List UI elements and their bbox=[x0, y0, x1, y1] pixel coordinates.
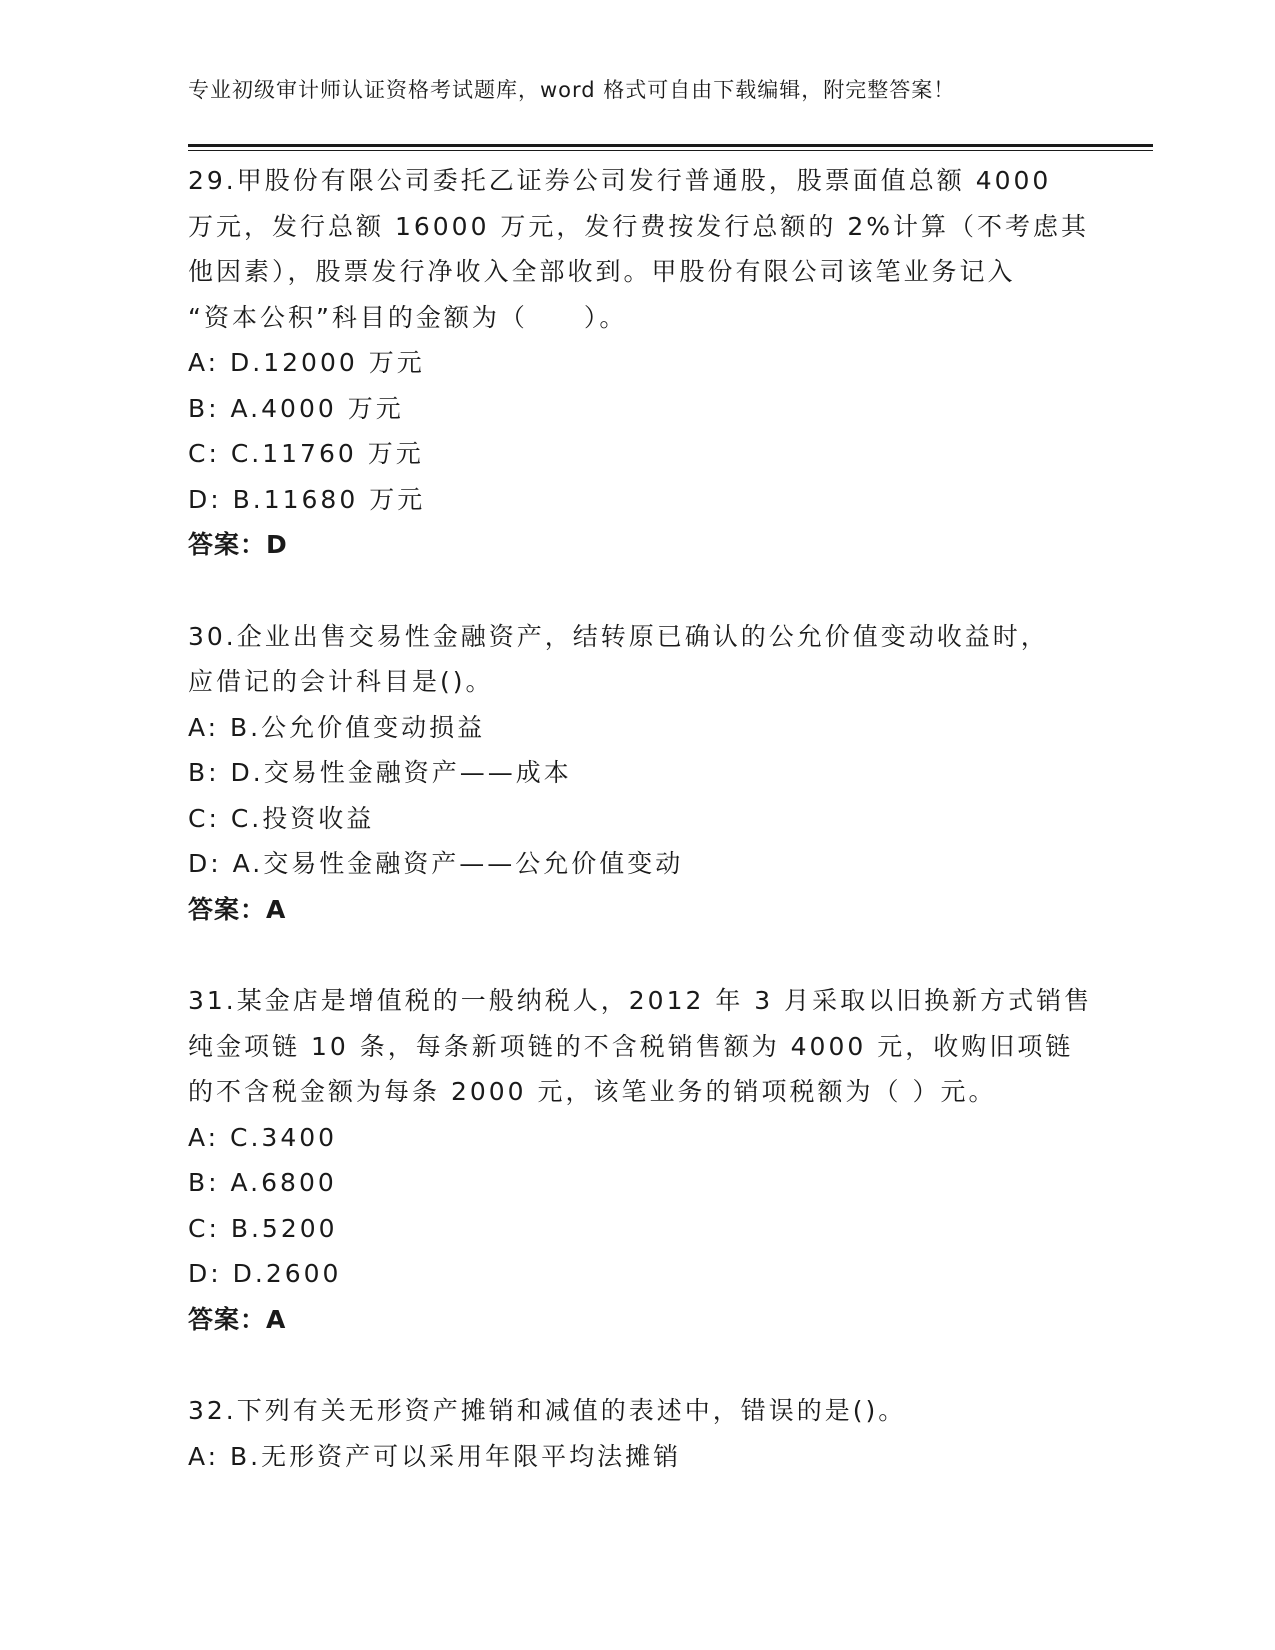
question-stem-line: 31.某金店是增值税的一般纳税人，2012 年 3 月采取以旧换新方式销售 bbox=[188, 986, 1093, 1015]
option-c: C: C.投资收益 bbox=[188, 803, 375, 833]
question-stem-line: 29.甲股份有限公司委托乙证券公司发行普通股，股票面值总额 4000 bbox=[188, 166, 1052, 195]
option-d: D: B.11680 万元 bbox=[188, 484, 426, 514]
question-stem-line: 应借记的会计科目是()。 bbox=[188, 667, 494, 696]
option-c: C: B.5200 bbox=[188, 1213, 338, 1243]
header-rule-thick bbox=[188, 144, 1153, 147]
page-header: 专业初级审计师认证资格考试题库，word 格式可自由下载编辑，附完整答案！ bbox=[188, 78, 956, 102]
question-stem-line: 纯金项链 10 条，每条新项链的不含税销售额为 4000 元，收购旧项链 bbox=[188, 1031, 1074, 1061]
answer-label: 答案：A bbox=[188, 1304, 287, 1334]
option-b: B: D.交易性金融资产——成本 bbox=[188, 758, 572, 787]
option-a: A: D.12000 万元 bbox=[188, 348, 425, 377]
question-stem-line: 万元，发行总额 16000 万元，发行费按发行总额的 2%计算（不考虑其 bbox=[188, 211, 1090, 241]
question-stem-line: 他因素），股票发行净收入全部收到。甲股份有限公司该笔业务记入 bbox=[188, 257, 1016, 286]
answer-label: 答案：D bbox=[188, 530, 288, 559]
question-31 bbox=[188, 978, 1093, 1342]
option-b: B: A.4000 万元 bbox=[188, 393, 404, 423]
header-rule-thin bbox=[188, 150, 1153, 151]
option-c: C: C.11760 万元 bbox=[188, 439, 424, 468]
question-list bbox=[188, 158, 1093, 1525]
question-30 bbox=[188, 614, 1088, 933]
question-29 bbox=[188, 158, 1088, 568]
option-d: D: D.2600 bbox=[188, 1259, 342, 1288]
option-d: D: A.交易性金融资产——公允价值变动 bbox=[188, 849, 684, 878]
option-a: A: B.公允价值变动损益 bbox=[188, 712, 486, 742]
option-a: A: C.3400 bbox=[188, 1122, 338, 1152]
question-stem-line: “资本公积”科目的金额为（ ）。 bbox=[188, 302, 628, 332]
option-b: B: A.6800 bbox=[188, 1168, 337, 1197]
question-stem-line: 30.企业出售交易性金融资产，结转原已确认的公允价值变动收益时， bbox=[188, 621, 1049, 651]
answer-label: 答案：A bbox=[188, 894, 287, 924]
question-32 bbox=[188, 1388, 1088, 1479]
question-stem-line: 的不含税金额为每条 2000 元，该笔业务的销项税额为（ ）元。 bbox=[188, 1077, 997, 1106]
option-a: A: B.无形资产可以采用年限平均法摊销 bbox=[188, 1441, 682, 1471]
question-stem-line: 32.下列有关无形资产摊销和减值的表述中，错误的是()。 bbox=[188, 1396, 907, 1425]
